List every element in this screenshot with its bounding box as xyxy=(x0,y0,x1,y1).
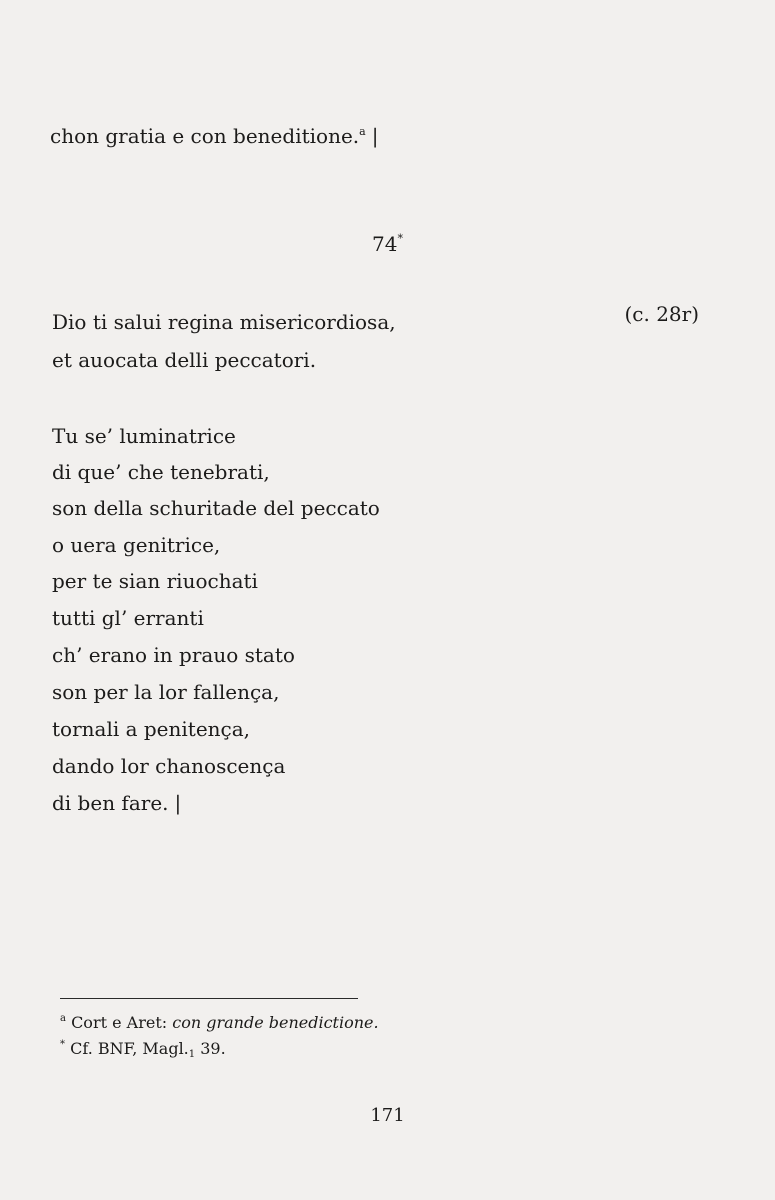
footnote-rule xyxy=(60,998,358,999)
verse-line-2: et auocata delli peccatori. xyxy=(52,348,317,372)
verse-line: di que’ che tenebrati, xyxy=(52,460,270,484)
verse-line-last xyxy=(52,791,181,815)
verse-line: tornali a penitença, xyxy=(52,717,251,741)
footnote-a xyxy=(60,1013,379,1032)
footnote-star-mark: * xyxy=(60,1039,65,1050)
page-number: 171 xyxy=(370,1105,405,1126)
footnote-marker-a: a xyxy=(359,125,366,138)
footnote-star-suffix: 39. xyxy=(195,1039,226,1058)
poem-number: 74 xyxy=(372,232,398,256)
footnote-star-prefix: Cf. BNF, Magl. xyxy=(70,1039,189,1058)
verse-line: son per la lor fallença, xyxy=(52,680,280,704)
closing-line xyxy=(50,124,378,148)
verse-line: dando lor chanoscença xyxy=(52,754,286,778)
poem-number-heading xyxy=(0,232,775,256)
footnote-star xyxy=(60,1039,226,1060)
footnote-a-mark: a xyxy=(60,1013,66,1024)
poem-number-marker: * xyxy=(397,232,403,245)
section-bar: | xyxy=(371,124,379,148)
footnote-a-prefix: Cort e Aret: xyxy=(71,1013,173,1032)
verse-line: Tu se’ luminatrice xyxy=(52,424,236,448)
folio-reference: (c. 28r) xyxy=(624,302,699,326)
footnote-star-sub: 1 xyxy=(188,1049,196,1060)
section-bar: | xyxy=(174,791,182,815)
last-line-text: di ben fare. xyxy=(52,791,169,815)
verse-line: per te sian riuochati xyxy=(52,569,258,593)
verse-line: tutti gl’ erranti xyxy=(52,606,204,630)
footnote-a-variant: con grande benedictione. xyxy=(172,1013,379,1032)
closing-line-text: chon gratia e con beneditione. xyxy=(50,124,360,148)
verse-line: o uera genitrice, xyxy=(52,533,221,557)
verse-line-1: Dio ti salui regina misericordiosa, xyxy=(52,310,396,334)
verse-line: son della schuritade del peccato xyxy=(52,496,380,520)
verse-line: ch’ erano in prauo stato xyxy=(52,643,295,667)
